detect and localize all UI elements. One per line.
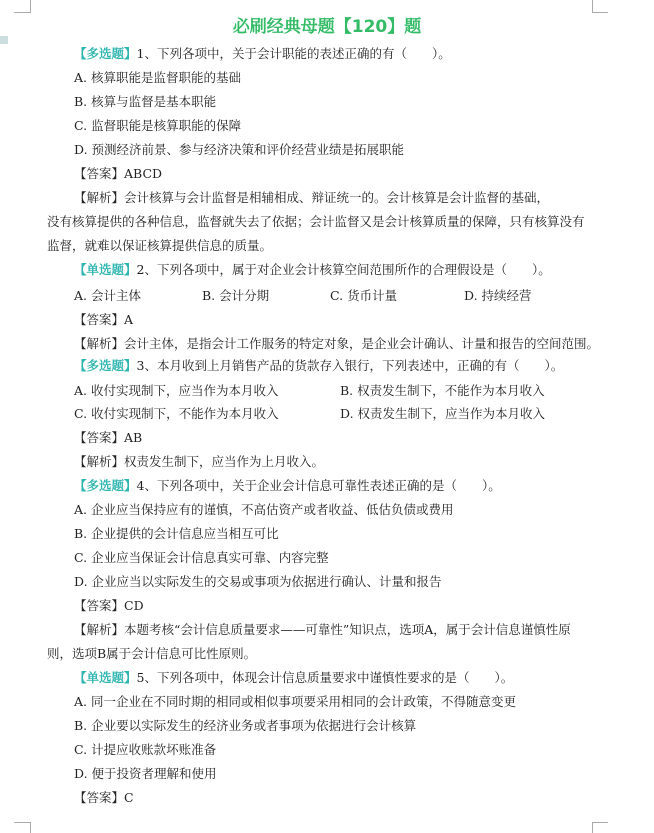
crop-mark — [14, 822, 30, 823]
analysis-line: 监督，就难以保证核算提供信息的质量。 — [47, 238, 273, 253]
option-b: B. 核算与监督是基本职能 — [74, 94, 217, 109]
option-d: D. 预测经济前景、参与经济决策和评价经营业绩是拓展职能 — [74, 142, 405, 157]
option-d: D. 企业应当以实际发生的交易或事项为依据进行确认、计量和报告 — [74, 574, 442, 589]
page-title: 必刷经典母题【120】题 — [232, 17, 422, 37]
analysis-line: 【解析】会计核算与会计监督是相辅相成、辩证统一的。会计核算是会计监督的基础， — [74, 190, 550, 205]
option-a: A. 核算职能是监督职能的基础 — [74, 70, 241, 85]
option-c: C. 监督职能是核算职能的保障 — [74, 118, 242, 133]
option-a: A. 收付实现制下，应当作为本月收入 — [74, 383, 279, 398]
answer: 【答案】AB — [74, 430, 143, 445]
question-text: 2、下列各项中，属于对企业会计核算空间范围所作的合理假设是（ ）。 — [136, 262, 551, 277]
answer: 【答案】CD — [74, 598, 144, 613]
crop-mark — [592, 822, 608, 823]
answer: 【答案】A — [74, 312, 134, 327]
option-d: D. 便于投资者理解和使用 — [74, 766, 217, 781]
question-text: 4、下列各项中，关于企业会计信息可靠性表述正确的是（ ）。 — [136, 478, 501, 493]
margin-marker — [0, 36, 8, 44]
option-a: A. 企业应当保持应有的谨慎，不高估资产或者收益、低估负债或费用 — [74, 502, 454, 517]
crop-mark — [592, 0, 593, 12]
option-c: C. 计提应收账款坏账准备 — [74, 742, 217, 757]
question-type-tag: 【多选题】 — [74, 358, 137, 373]
option-b: B. 会计分期 — [202, 288, 270, 303]
crop-mark — [30, 822, 31, 833]
question-type-tag: 【多选题】 — [74, 46, 137, 61]
question-type-tag: 【单选题】 — [74, 262, 137, 277]
question-2-stem — [74, 261, 551, 279]
option-a: A. 同一企业在不同时期的相同或相似事项要采用相同的会计政策，不得随意变更 — [74, 694, 516, 709]
option-d: D. 权责发生制下，应当作为本月收入 — [340, 406, 546, 421]
question-3-stem — [74, 357, 563, 375]
option-b: B. 企业提供的会计信息应当相互可比 — [74, 526, 279, 541]
option-c: C. 企业应当保证会计信息真实可靠、内容完整 — [74, 550, 329, 565]
analysis-line: 【解析】会计主体，是指会计工作服务的特定对象，是企业会计确认、计量和报告的空间范围。 — [74, 336, 600, 351]
question-text: 1、下列各项中，关于会计职能的表述正确的有（ ）。 — [136, 46, 451, 61]
crop-mark — [592, 822, 593, 833]
question-text: 5、下列各项中，体现会计信息质量要求中谨慎性要求的是（ ）。 — [136, 670, 514, 685]
option-b: B. 权责发生制下，不能作为本月收入 — [340, 383, 545, 398]
question-text: 3、本月收到上月销售产品的货款存入银行，下列表述中，正确的有（ ）。 — [136, 358, 564, 373]
analysis-line: 没有核算提供的各种信息，监督就失去了依据；会计监督又是会计核算质量的保障，只有核算没有 — [47, 214, 585, 229]
question-type-tag: 【单选题】 — [74, 670, 137, 685]
question-type-tag: 【多选题】 — [74, 478, 137, 493]
question-1-stem — [74, 45, 451, 63]
answer: 【答案】C — [74, 790, 134, 805]
question-5-stem — [74, 669, 513, 687]
option-c: C. 货币计量 — [330, 288, 398, 303]
option-d: D. 持续经营 — [464, 288, 532, 303]
question-4-stem — [74, 477, 501, 495]
option-a: A. 会计主体 — [74, 288, 141, 303]
answer: 【答案】ABCD — [74, 166, 163, 181]
analysis-line: 【解析】权责发生制下，应当作为上月收入。 — [74, 454, 325, 469]
analysis-line: 则，选项B属于会计信息可比性原则。 — [47, 646, 257, 661]
option-b: B. 企业要以实际发生的经济业务或者事项为依据进行会计核算 — [74, 718, 417, 733]
analysis-line: 【解析】本题考核“会计信息质量要求——可靠性”知识点，选项A，属于会计信息谨慎性原 — [74, 622, 571, 637]
option-c: C. 收付实现制下，不能作为本月收入 — [74, 406, 279, 421]
